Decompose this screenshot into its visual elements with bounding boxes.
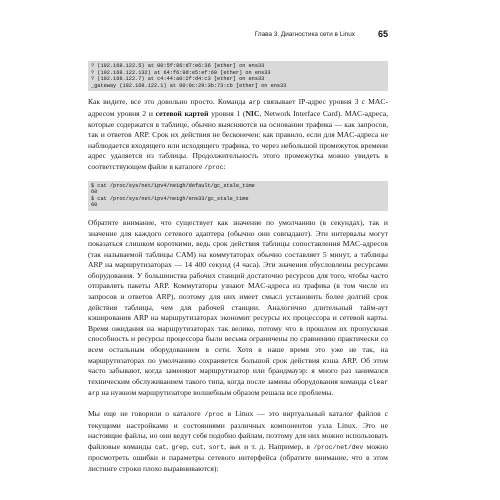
inline-code: /proc/net/dev [313, 443, 364, 451]
inline-code: /proc [204, 411, 224, 418]
inline-code: cut [192, 443, 204, 451]
bold-term: сетевой картой [155, 108, 209, 118]
paragraph-timeouts: Обратите внимание, что существует как значение по умолчанию (в секундах), так и значение для каждого сетевого адаптера (обычно они совпадают). Эти интервалы могут показаться слишком короткими, ведь срок действия таблицы сопоставления MAC-адресов (так называемой таблицы CAM) на коммутаторах обычно составляет 5 минут, а таблицы ARP на маршрутизаторах — 14 400 секунд (4 часа). Эти значения обусловлены ресурсами оборудования. У большинства рабочих станций достаточно ресурсов для того, чтобы часто отправлять пакеты ARP. Коммутаторы узнают MAC-адреса из трафика (в том числе из запросов и ответов ARP), поэтому для них имеет смысл установить более долгий срок действия таблицы, чем для рабочей станции. Аналогично длительный тайм-аут кэширования ARP на маршрутизаторах экономит ресурсы их процессора и сетевой карты. Время ожидания на маршрутизаторах так велико, потому что в прошлом их пропускная способность и ресурсы процессора были весьма ограничены по сравнению практически со всем остальным оборудованием в сети. Хотя в наше время это уже не так, на маршрутизаторах по умолчанию сохраняется большой срок действия кэша ARP. Об этом часто забывают, когда заменяют маршрутизатор или брандмауэр: я много раз занимался техническим обслуживанием такого типа, когда после замены оборудования команда clear arp на нужном маршрутизаторе волшебным образом решала все проблемы. [88, 217, 388, 398]
gc-stale-time-code-block [88, 181, 388, 211]
code-line: 60 [91, 189, 98, 196]
page-number: 65 [377, 29, 388, 39]
bold-term: NIC [245, 108, 260, 118]
arp-output-code-block [88, 61, 388, 91]
inline-code: sort [208, 443, 225, 451]
code-line: $ cat /proc/sys/net/ipv4/neigh/default/gc_stale_time [91, 182, 255, 189]
paragraph-proc-directory: Мы еще не говорили о каталоге /proc в Linux — это виртуальный каталог файлов с текущими настройками и состояниями различных компонентов узла Linux. Это не настоящие файлы, но они ведут себя подобно файлам, поэтому для них можно использовать файловые команды cat, grep, cut, sort, awk и т. д. Например, в /proc/net/dev можно просмотреть ошибки и параметры сетевого интерфейса (обратите внимание, что в этом листинге строки плохо выравниваются): [88, 409, 389, 473]
code-line: 60 [91, 202, 98, 209]
inline-code: /proc [204, 163, 224, 171]
inline-code: cat [154, 443, 167, 451]
inline-code: grep [171, 443, 187, 451]
code-line: ? (192.168.122.7) at c4:44:a0:2f:d4:c3 [ether] on ens33 [91, 76, 265, 83]
inline-code: clear arp [88, 378, 388, 398]
book-page [88, 30, 388, 475]
paragraph-arp-explanation: Как видите, все это довольно просто. Команда arp связывает IP-адрес уровня 3 с MAC-адресом уровня 2 и сетевой картой уровня 1 (NIC, Network Interface Card). MAC-адреса, которые содержатся в таблице, обычно выясняются на основании трафика — как запросов, так и ответов ARP. Срок их действия не бесконечен: как правило, если для MAC-адреса не наблюдается входящего или исходящего трафика, то через небольшой промежуток времени адрес удаляется из таблицы. Продолжительность этого промежутка можно увидеть в соответствующем файле в каталоге /proc: [88, 97, 388, 171]
code-line: _gateway (192.168.122.1) at 00:0c:29:3b:73:cb [ether] on ens33 [91, 82, 287, 89]
code-line: ? (192.168.122.5) at 00:5f:86:d7:e6:36 [ether] on ens33 [91, 63, 265, 69]
inline-code: awk [229, 443, 241, 451]
inline-code: arp [248, 99, 261, 107]
page-header [88, 30, 388, 44]
code-line: ? (192.168.122.132) at 64:f6:9d:e5:ef:60 [ether] on ens33 [91, 69, 271, 76]
chapter-title: Глава 3. Диагностика сети в Linux [254, 31, 355, 38]
code-line: $ cat /proc/sys/net/ipv4/neigh/ens33/gc_stale_time [91, 195, 249, 202]
